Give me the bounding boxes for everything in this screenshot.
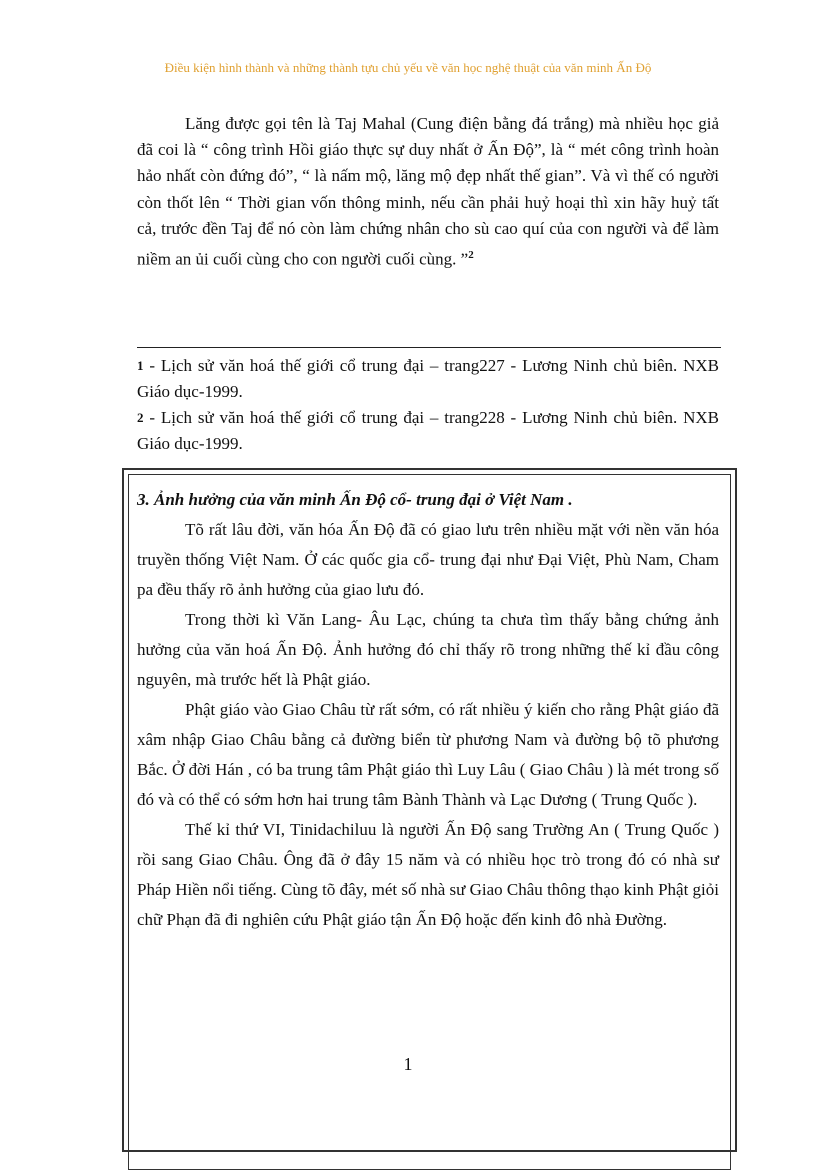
page-number: 1: [403, 1054, 413, 1074]
footnote-ref: 2: [468, 249, 474, 262]
footnote-text: - Lịch sử văn hoá thế giới cổ trung đại – trang228 - Lương Ninh chủ biên. NXB Giáo dục-1999.: [137, 408, 719, 453]
section-paragraph: Trong thời kì Văn Lang- Âu Lạc, chúng ta chưa tìm thấy bằng chứng ảnh hưởng của văn hoá Ấn Độ. Ảnh hưởng đó chỉ thấy rõ trong những thế kỉ đầu công nguyên, mà trước hết là Phật giáo.: [137, 610, 719, 689]
quote-block: [137, 111, 719, 273]
footnotes: [137, 353, 719, 457]
footnote-number: 1: [137, 358, 144, 373]
footnote: [137, 405, 719, 456]
section-heading: 3. Ảnh hưởng của văn minh Ấn Độ cổ- trung đại ở Việt Nam .: [137, 490, 573, 509]
footnote-separator: [137, 347, 721, 348]
quote-text: Lăng được gọi tên là Taj Mahal (Cung điện bằng đá trắng) mà nhiều học giả đã coi là “ công trình Hồi giáo thực sự duy nhất ở Ấn Độ”, là “ mét công trình hoàn hảo nhất còn đứng đó”, “ là nấm mộ, lăng mộ đẹp nhất thế gian”. Và vì thế có người còn thốt lên “ Thời gian vốn thông minh, nếu cần phải huỷ hoại thì xin hãy huỷ tất cả, trước đền Taj để nó còn làm chứng nhân cho sù cao quí của con người và để làm niềm an ủi cuối cùng cho con người cuối cùng. ”: [137, 114, 719, 269]
section-paragraph: Phật giáo vào Giao Châu từ rất sớm, có rất nhiều ý kiến cho rằng Phật giáo đã xâm nhập Giao Châu bằng cả đường biển từ phương Nam và đường bộ tõ phương Bắc. Ở đời Hán , có ba trung tâm Phật giáo thì Luy Lâu ( Giao Châu ) là mét trong số đó và có thể có sớm hơn hai trung tâm Bành Thành và Lạc Dương ( Trung Quốc ).: [137, 700, 719, 809]
section-paragraph: Thế kỉ thứ VI, Tinidachiluu là người Ấn Độ sang Trường An ( Trung Quốc ) rồi sang Giao Châu. Ông đã ở đây 15 năm và có nhiều học trò trong đó có nhà sư Pháp Hiền nổi tiếng. Cùng tõ đây, mét số nhà sư Giao Châu thông thạo kinh Phật giỏi chữ Phạn đã đi nghiên cứu Phật giáo tận Ấn Độ hoặc đến kinh đô nhà Đường.: [137, 820, 719, 929]
section-paragraph: Tõ rất lâu đời, văn hóa Ấn Độ đã có giao lưu trên nhiều mặt với nền văn hóa truyền thống Việt Nam. Ở các quốc gia cổ- trung đại như Đại Việt, Phù Nam, Cham pa đều thấy rõ ảnh hưởng của giao lưu đó.: [137, 520, 719, 599]
section-3: [137, 485, 719, 935]
running-header: Điều kiện hình thành và những thành tựu chủ yếu về văn học nghệ thuật của văn minh Ấn Độ: [164, 60, 652, 75]
footnote: [137, 353, 719, 404]
quote-paragraph: [137, 111, 719, 273]
footnote-text: - Lịch sử văn hoá thế giới cổ trung đại – trang227 - Lương Ninh chủ biên. NXB Giáo dục-1999.: [137, 356, 719, 401]
footnote-number: 2: [137, 410, 144, 425]
